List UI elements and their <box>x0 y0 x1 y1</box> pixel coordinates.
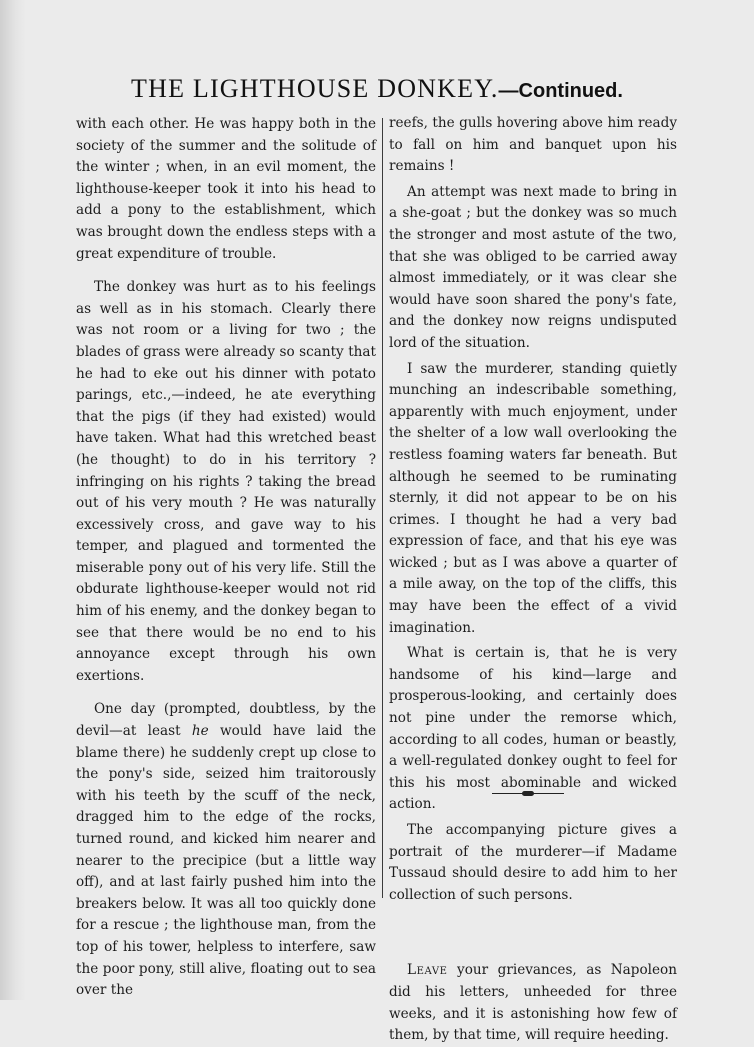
page-edge-shadow <box>0 0 26 1000</box>
paragraph: An attempt was next made to bring in a she-goat ; but the donkey was so much the stronger and most astute of the two, that she was obliged to be carried away almost immediately, or it was clear she would have soon shared the pony's fate, and the donkey now reigns undisputed lord of the situation. <box>389 183 677 351</box>
paragraph <box>76 699 376 1001</box>
ornamental-rule <box>492 793 564 794</box>
text-run: One day (prompted, doubtless, by the devil—at least <box>76 701 376 740</box>
title-continued: —Continued. <box>498 80 623 102</box>
paragraph: The accompanying picture gives a portrait of the murderer—if Madame Tussaud should desire to add him to her collection of such persons. <box>389 822 677 903</box>
paragraph: I saw the murderer, standing quietly munching an indescribable something, apparently with much enjoyment, under the shelter of a low wall overlooking the restless foaming waters far beneath. But although he seemed to be ruminating sternly, it did not appear to be on his crimes. I thought he had a very bad expression of face, and that his eye was wicked ; but as I was above a quarter of a mile away, on the top of the cliffs, this may have been the effect of a vivid imagination. <box>389 360 677 636</box>
paragraph: reefs, the gulls hovering above him ready to fall on him and banquet upon his remains ! <box>389 115 677 175</box>
right-column <box>389 113 677 1047</box>
left-column <box>76 114 376 1002</box>
filler-paragraph <box>389 960 677 1046</box>
paragraph: with each other. He was happy both in the society of the summer and the solitude of the winter ; when, in an evil moment, the lighthouse-keeper took it into his head to add a pony to the establishment, which was brought down the endless steps with a great expenditure of trouble. <box>76 116 376 262</box>
column-divider <box>382 118 383 898</box>
text-run: would have laid the blame there) he suddenly crept up close to the pony's side, seized him traitorously with his teeth by the scuff of the neck, dragged him to the edge of the rocks, turned round, and kicked him nearer and nearer to the precipice (but a little way off), and at last fairly pushed him into the breakers below. It was all too quickly done for a rescue ; the lighthouse man, from the top of his tower, helpless to interfere, saw the poor pony, still alive, floating out to sea over the <box>76 723 376 999</box>
paragraph: What is certain is, that he is very handsome of his kind—large and prosperous-looking, and certainly does not pine under the remorse which, according to all codes, human or beastly, a well-regulated donkey ought to feel for this his most abominable and wicked action. <box>389 645 677 813</box>
text-run: your grievances, as Napoleon did his letters, unheeded for three weeks, and it is astonishing how few of them, by that time, will require heeding. <box>389 962 677 1044</box>
title-main: THE LIGHTHOUSE DONKEY. <box>131 74 499 103</box>
paragraph: The donkey was hurt as to his feelings as well as in his stomach. Clearly there was not room or a living for two ; the blades of grass were already so scanty that he had to eke out his dinner with potato parings, etc.,—indeed, he ate everything that the pigs (if they had existed) would have taken. What had this wretched beast (he thought) to do in his territory ? infringing on his rights ? taking the bread out of his very mouth ? He was naturally excessively cross, and gave way to his temper, and plagued and tormented the miserable pony out of his very life. Still the obdurate lighthouse-keeper would not rid him of his enemy, and the donkey began to see that there would be no end to his annoyance except through his own exertions. <box>76 279 376 684</box>
page-title <box>0 74 754 104</box>
filler-lead-word: Leave <box>407 962 448 979</box>
italic-emphasis: he <box>191 723 209 740</box>
